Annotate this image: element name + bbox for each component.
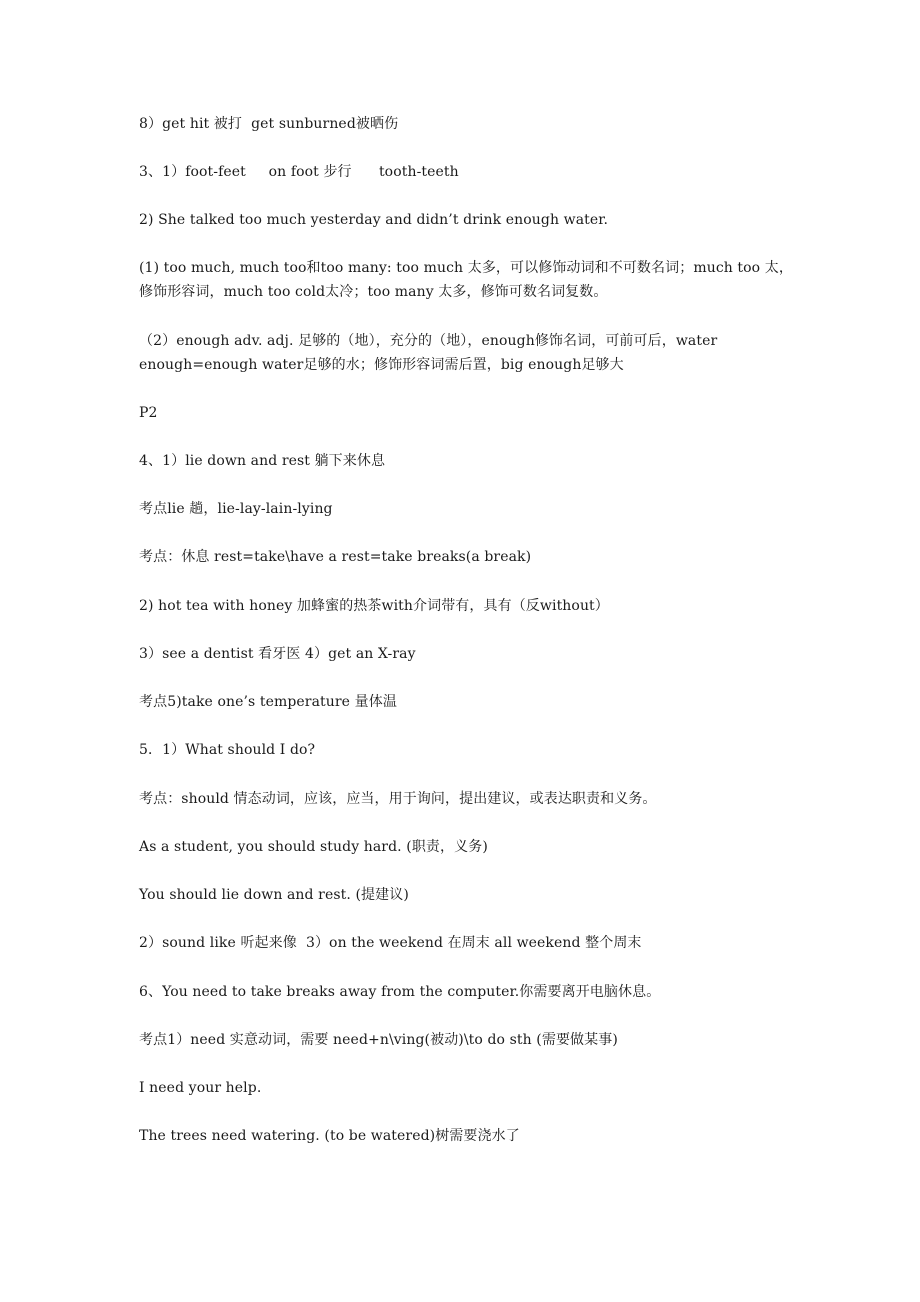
text-line-get-hit: 8）get hit 被打 get sunburned被晒伤 bbox=[139, 116, 399, 132]
section-label-p2: P2 bbox=[139, 405, 158, 421]
text-line-hot-tea: 2) hot tea with honey 加蜂蜜的热茶with介词带有，具有（反without） bbox=[139, 598, 609, 614]
text-line-lie-down-rest: You should lie down and rest. (提建议) bbox=[139, 887, 409, 903]
text-line-sound-like: 2）sound like 听起来像 3）on the weekend 在周末 all weekend 整个周末 bbox=[139, 935, 642, 951]
text-paragraph-enough: （2）enough adv. adj. 足够的（地），充分的（地），enough修饰名词，可前可后，water enough=enough water足够的水；修饰形容词需后置，big enough足够大 bbox=[139, 333, 722, 373]
text-line-dentist: 3）see a dentist 看牙医 4）get an X-ray bbox=[139, 646, 416, 662]
text-line-foot-feet: 3、1）foot-feet on foot 步行 tooth-teeth bbox=[139, 164, 459, 180]
text-line-need-help: I need your help. bbox=[139, 1080, 262, 1096]
text-line-what-should: 5．1）What should I do? bbox=[139, 742, 316, 758]
text-line-lie-down: 4、1）lie down and rest 躺下来休息 bbox=[139, 453, 386, 469]
text-line-as-a-student: As a student, you should study hard. (职责，义务) bbox=[139, 839, 488, 855]
text-line-need-breaks: 6、You need to take breaks away from the computer.你需要离开电脑休息。 bbox=[139, 984, 661, 1000]
text-line-lie-forms: 考点lie 趟，lie-lay-lain-lying bbox=[139, 501, 333, 517]
text-line-trees-watering: The trees need watering. (to be watered)树需要浇水了 bbox=[139, 1128, 520, 1144]
text-line-she-talked: 2) She talked too much yesterday and didn’t drink enough water. bbox=[139, 212, 609, 228]
text-line-rest: 考点：休息 rest=take\have a rest=take breaks(a break) bbox=[139, 549, 532, 565]
text-line-temperature: 考点5)take one’s temperature 量体温 bbox=[139, 694, 397, 710]
text-line-need-usage: 考点1）need 实意动词，需要 need+n\ving(被动)\to do sth (需要做某事) bbox=[139, 1032, 618, 1048]
text-paragraph-too-much: (1) too much, much too和too many: too much 太多，可以修饰动词和不可数名词；much too 太，修饰形容词，much too cold太冷；too many 太多，修饰可数名词复数。 bbox=[139, 260, 793, 300]
text-line-should-usage: 考点：should 情态动词，应该，应当，用于询问，提出建议，或表达职责和义务。 bbox=[139, 791, 657, 807]
